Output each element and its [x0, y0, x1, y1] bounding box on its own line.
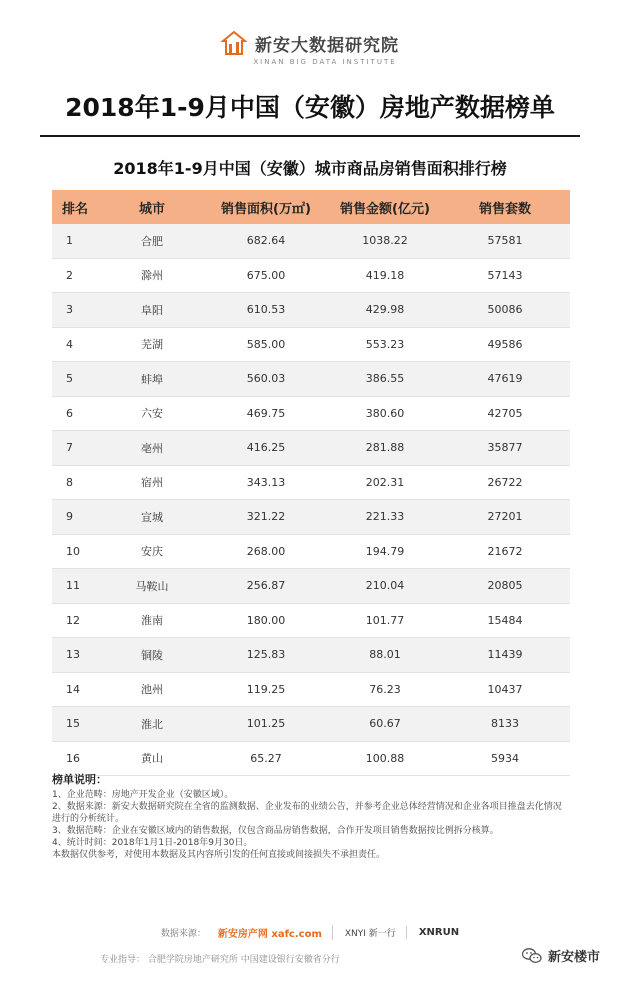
rank-cell: 1	[66, 234, 73, 248]
area-cell: 256.87	[246, 579, 286, 593]
rank-cell: 11	[66, 579, 80, 593]
table-row	[52, 604, 570, 639]
data-source-row	[0, 925, 620, 940]
amount-cell: 419.18	[365, 268, 405, 282]
institute-subtitle: XINAN BIG DATA INSTITUTE	[253, 58, 397, 66]
units-cell: 49586	[487, 337, 523, 351]
city-cell: 淮南	[141, 614, 163, 628]
rank-cell: 15	[66, 717, 80, 731]
table-header-row	[52, 190, 570, 224]
rank-cell: 5	[66, 372, 73, 386]
area-cell: 125.83	[246, 648, 286, 662]
rank-cell: 14	[66, 682, 80, 696]
city-cell: 安庆	[141, 545, 163, 559]
guide-orgs: 合肥学院房地产研究所 中国建设银行安徽省分行	[147, 955, 340, 965]
rank-cell: 12	[66, 613, 80, 627]
units-cell: 15484	[487, 613, 523, 627]
table-row	[52, 500, 570, 535]
note-item: 3、数据范畴：企业在安徽区域内的销售数据，仅包含商品房销售数据，合作开发项目销售数据按比例拆分核算。	[52, 826, 499, 836]
note-item: 4、统计时间：2018年1月1日-2018年9月30日。	[52, 838, 253, 848]
city-cell: 蚌埠	[141, 372, 163, 386]
title-divider	[40, 135, 580, 137]
amount-cell: 88.01	[369, 648, 401, 662]
units-cell: 27201	[487, 510, 523, 524]
area-cell: 321.22	[246, 510, 286, 524]
area-cell: 585.00	[246, 337, 286, 351]
amount-cell: 281.88	[365, 441, 405, 455]
units-cell: 21672	[487, 544, 523, 558]
table-row	[52, 293, 570, 328]
amount-cell: 380.60	[365, 406, 405, 420]
ranking-table	[52, 190, 570, 776]
notes-section	[52, 774, 570, 861]
table-row	[52, 362, 570, 397]
city-cell: 亳州	[141, 441, 163, 455]
table-row	[52, 397, 570, 432]
xafc-logo: 新安房产网 xafc.com	[218, 925, 333, 940]
note-item: 1、企业范畴：房地产开发企业（安徽区域）。	[52, 790, 234, 800]
units-cell: 26722	[487, 475, 523, 489]
city-cell: 宿州	[141, 476, 163, 490]
units-cell: 47619	[487, 372, 523, 386]
table-row	[52, 535, 570, 570]
institute-name: 新安大数据研究院	[255, 35, 399, 56]
source-label: 数据来源：	[160, 929, 206, 939]
rank-cell: 6	[66, 406, 73, 420]
disclaimer: 本数据仅供参考，对使用本数据及其内容所引发的任何直接或间接损失不承担责任。	[52, 850, 386, 860]
rank-cell: 3	[66, 303, 73, 317]
amount-cell: 386.55	[365, 372, 405, 386]
table-row	[52, 638, 570, 673]
rank-cell: 13	[66, 648, 80, 662]
amount-cell: 100.88	[365, 751, 405, 765]
area-cell: 343.13	[246, 475, 286, 489]
guidance-row	[100, 952, 340, 965]
units-cell: 50086	[487, 303, 523, 317]
city-cell: 阜阳	[141, 303, 163, 317]
table-body	[52, 224, 570, 776]
amount-cell: 210.04	[365, 579, 405, 593]
institute-logo-icon	[221, 30, 247, 56]
table-row	[52, 259, 570, 294]
units-cell: 57581	[487, 234, 523, 248]
rank-cell: 7	[66, 441, 73, 455]
header-city: 城市	[138, 201, 165, 217]
xnrun-logo: XNRUN	[418, 927, 460, 938]
city-cell: 铜陵	[141, 648, 163, 662]
notes-title: 榜单说明：	[52, 773, 107, 786]
area-cell: 268.00	[246, 544, 286, 558]
amount-cell: 221.33	[365, 510, 405, 524]
area-cell: 682.64	[246, 234, 286, 248]
table-row	[52, 742, 570, 777]
city-cell: 马鞍山	[135, 579, 169, 593]
xnyi-logo: XNYI 新一行	[345, 926, 407, 939]
header-area: 销售面积(万㎡)	[221, 201, 311, 217]
note-item: 2、数据来源：新安大数据研究院在全省的监测数据、企业发布的业绩公告，并参考企业总体经营情况和企业各项目推盘去化情况进行的分析统计。	[52, 802, 562, 824]
units-cell: 20805	[487, 579, 523, 593]
ranking-title: 2018年1-9月中国（安徽）城市商品房销售面积排行榜	[113, 159, 507, 178]
logo-row	[0, 30, 620, 56]
area-cell: 119.25	[246, 682, 286, 696]
city-cell: 宣城	[141, 510, 163, 524]
institute-header	[0, 30, 620, 66]
amount-cell: 1038.22	[362, 234, 408, 248]
city-cell: 合肥	[141, 234, 163, 248]
area-cell: 180.00	[246, 613, 286, 627]
rank-cell: 9	[66, 510, 73, 524]
units-cell: 35877	[487, 441, 523, 455]
rank-cell: 8	[66, 475, 73, 489]
area-cell: 560.03	[246, 372, 286, 386]
city-cell: 黄山	[141, 752, 163, 766]
amount-cell: 202.31	[365, 475, 405, 489]
area-cell: 416.25	[246, 441, 286, 455]
table-row	[52, 673, 570, 708]
wechat-account	[522, 946, 600, 965]
amount-cell: 76.23	[369, 682, 401, 696]
units-cell: 5934	[491, 751, 519, 765]
page-title: 2018年1-9月中国（安徽）房地产数据榜单	[65, 93, 555, 122]
area-cell: 469.75	[246, 406, 286, 420]
header-units: 销售套数	[478, 201, 531, 217]
table-row	[52, 224, 570, 259]
rank-cell: 4	[66, 337, 73, 351]
header-rank: 排名	[62, 201, 89, 217]
wechat-name: 新安楼市	[547, 950, 600, 965]
amount-cell: 553.23	[365, 337, 405, 351]
city-cell: 池州	[141, 683, 163, 697]
city-cell: 六安	[141, 407, 163, 421]
wechat-icon	[522, 948, 542, 964]
table-row	[52, 569, 570, 604]
area-cell: 101.25	[246, 717, 286, 731]
guide-label: 专业指导：	[100, 955, 146, 965]
rank-cell: 2	[66, 268, 73, 282]
amount-cell: 101.77	[365, 613, 405, 627]
rank-cell: 10	[66, 544, 80, 558]
units-cell: 11439	[487, 648, 523, 662]
units-cell: 42705	[487, 406, 523, 420]
units-cell: 57143	[487, 268, 523, 282]
city-cell: 滁州	[141, 269, 163, 283]
amount-cell: 194.79	[365, 544, 405, 558]
table-row	[52, 328, 570, 363]
table-row	[52, 466, 570, 501]
header-amount: 销售金额(亿元)	[340, 201, 430, 217]
units-cell: 8133	[491, 717, 519, 731]
area-cell: 65.27	[250, 751, 282, 765]
amount-cell: 60.67	[369, 717, 401, 731]
rank-cell: 16	[66, 751, 80, 765]
city-cell: 淮北	[141, 717, 163, 731]
amount-cell: 429.98	[365, 303, 405, 317]
area-cell: 675.00	[246, 268, 286, 282]
units-cell: 10437	[487, 682, 523, 696]
city-cell: 芜湖	[141, 338, 163, 352]
table-row	[52, 707, 570, 742]
area-cell: 610.53	[246, 303, 286, 317]
table-row	[52, 431, 570, 466]
